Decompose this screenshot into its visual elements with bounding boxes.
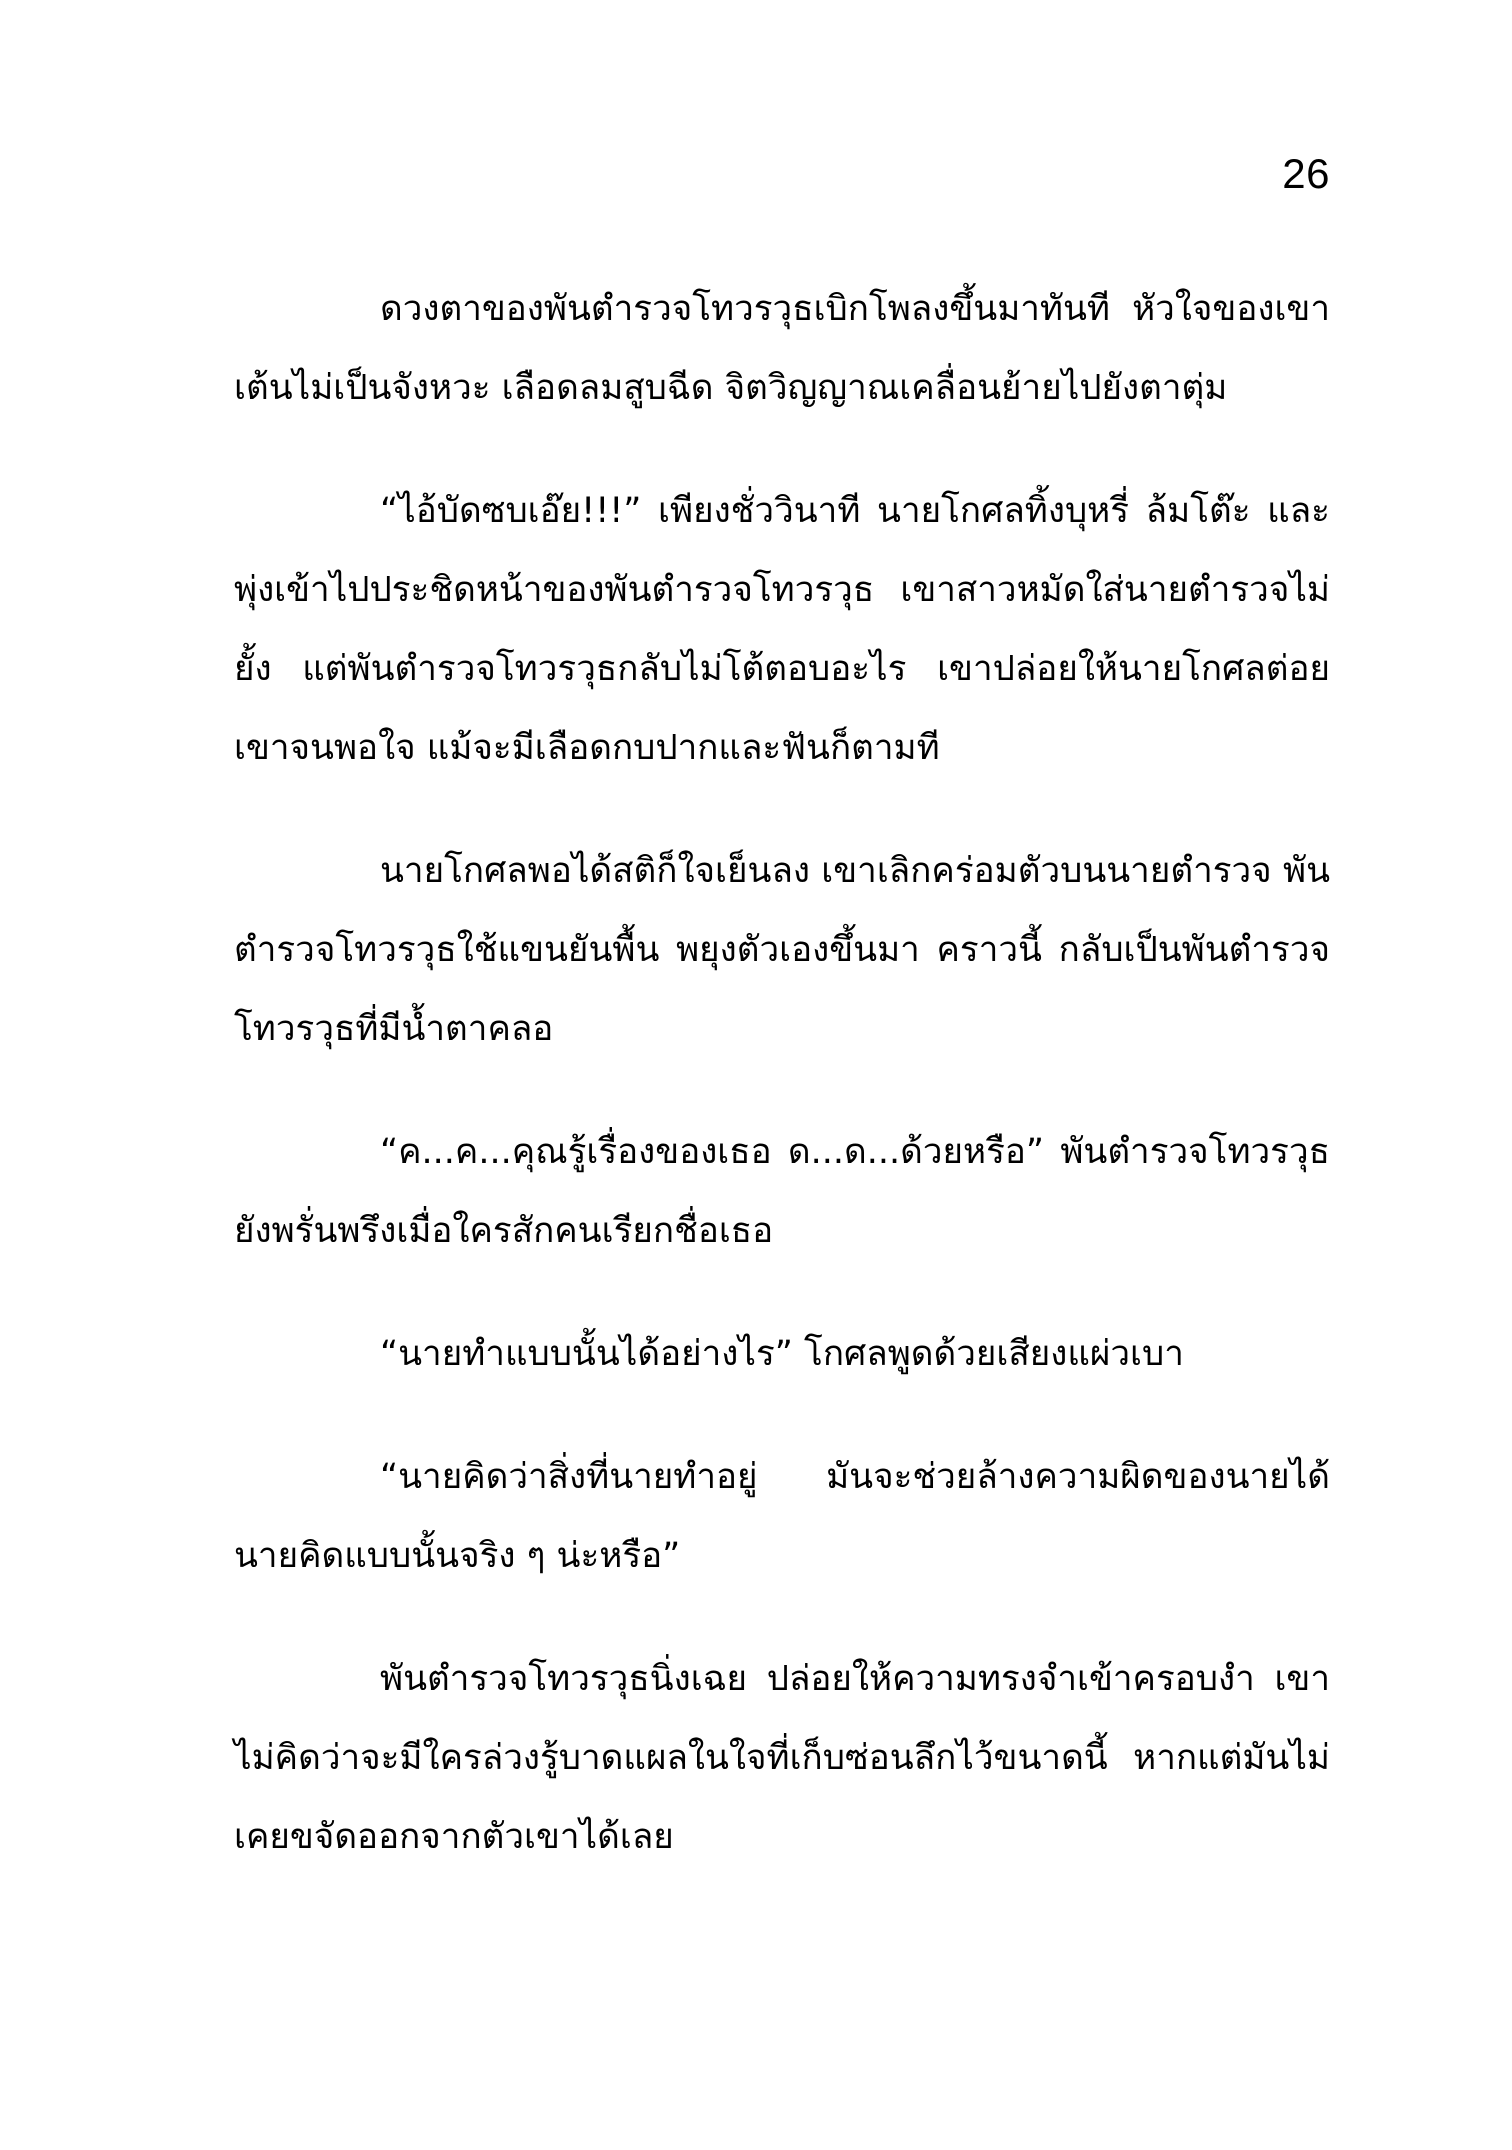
- page-number: 26: [1282, 150, 1330, 197]
- paragraph: “ไอ้บัดซบเอ๊ย!!!” เพียงชั่ววินาที นายโกศลทิ้งบุหรี่ ล้มโต๊ะ และพุ่งเข้าไปประชิดหน้าของพันตำรวจโทวรวุธ เขาสาวหมัดใส่นายตำรวจไม่ยั้ง แต่พันตำรวจโทวรวุธกลับไม่โต้ตอบอะไร เขาปล่อยให้นายโกศลต่อยเขาจนพอใจ แม้จะมีเลือดกบปากและฟันก็ตามที: [234, 491, 1330, 768]
- paragraph: “นายคิดว่าสิ่งที่นายทำอยู่ มันจะช่วยล้างความผิดของนายได้ นายคิดแบบนั้นจริง ๆ น่ะหรือ”: [234, 1457, 1330, 1576]
- paragraph: พันตำรวจโทวรวุธนิ่งเฉย ปล่อยให้ความทรงจำเข้าครอบงำ เขาไม่คิดว่าจะมีใครล่วงรู้บาดแผลในใจที่เก็บซ่อนลึกไว้ขนาดนี้ หากแต่มันไม่เคยขจัดออกจากตัวเขาได้เลย: [234, 1659, 1330, 1857]
- paragraph: “นายทำแบบนั้นได้อย่างไร” โกศลพูดด้วยเสียงแผ่วเบา: [380, 1334, 1184, 1374]
- paragraph: ดวงตาของพันตำรวจโทวรวุธเบิกโพลงขึ้นมาทันที หัวใจของเขาเต้นไม่เป็นจังหวะ เลือดลมสูบฉีด จิตวิญญาณเคลื่อนย้ายไปยังตาตุ่ม: [234, 289, 1330, 408]
- paragraph: “ค...ค...คุณรู้เรื่องของเธอ ด...ด...ด้วยหรือ” พันตำรวจโทวรวุธยังพรั่นพรึงเมื่อใครสักคนเรียกชื่อเธอ: [234, 1132, 1330, 1251]
- paragraph: นายโกศลพอได้สติก็ใจเย็นลง เขาเลิกคร่อมตัวบนนายตำรวจ พันตำรวจโทวรวุธใช้แขนยันพื้น พยุงตัวเองขึ้นมา คราวนี้ กลับเป็นพันตำรวจโทวรวุธที่มีน้ำตาคลอ: [234, 851, 1330, 1049]
- body-text: [234, 270, 1330, 1921]
